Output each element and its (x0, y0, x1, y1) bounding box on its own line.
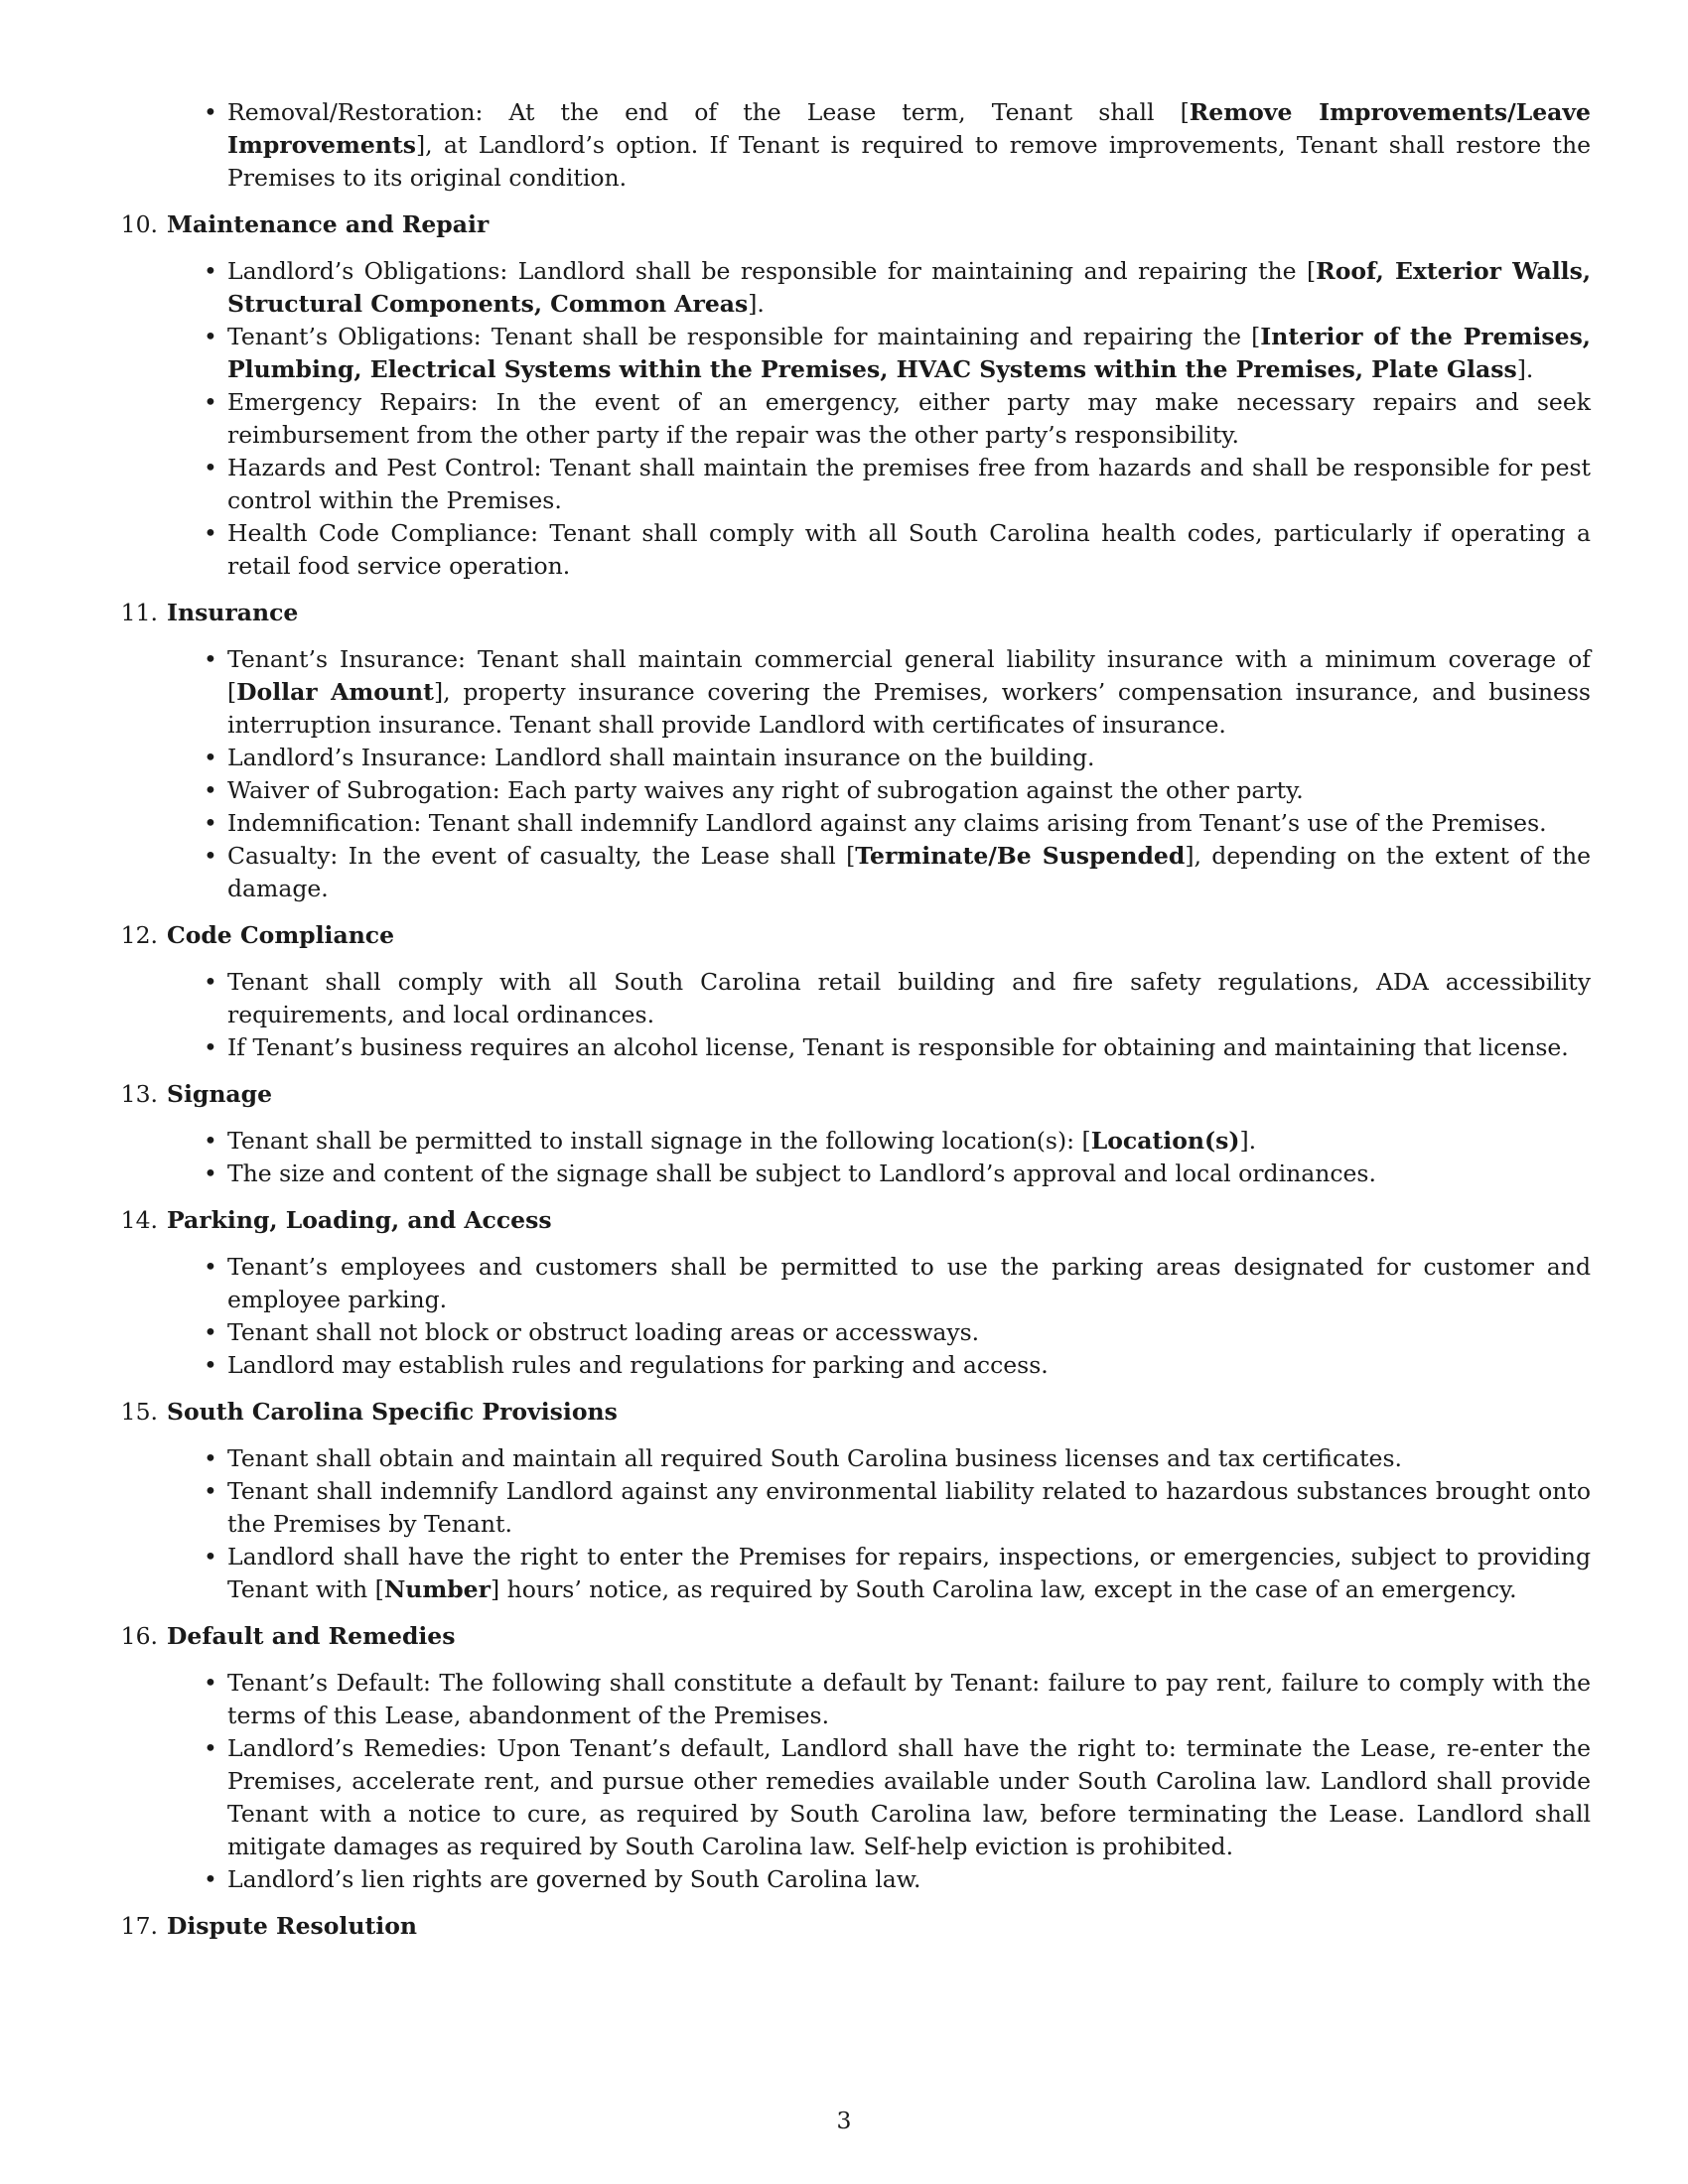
item-text: Health Code Compliance: Tenant shall comply with all South Carolina health codes, particularly if operating a retail food service operation. (227, 519, 1591, 580)
item-text: Tenant’s Default: The following shall constitute a default by Tenant: failure to pay rent, failure to comply with the terms of this Lease, abandonment of the Premises. (227, 1669, 1591, 1729)
section-heading (117, 208, 1591, 241)
section-heading (117, 1078, 1591, 1111)
item-text-tail: ] hours’ notice, as required by South Carolina law, except in the case of an emergency. (491, 1575, 1517, 1603)
list-item (227, 321, 1591, 386)
list-item (227, 452, 1591, 517)
list-item (227, 1667, 1591, 1732)
section (117, 1078, 1591, 1190)
item-text-tail: ], depending on the extent of the damage. (227, 842, 1592, 902)
section-title: Signage (167, 1080, 273, 1108)
section-bullet-list (117, 966, 1591, 1064)
item-text-tail: ], property insurance covering the Premises, workers’ compensation insurance, and business interruption insurance. Tenant shall provide Landlord with certificates of insurance. (227, 678, 1591, 739)
list-item (227, 1349, 1591, 1382)
section-bullet-list (117, 1667, 1591, 1896)
section-heading (117, 597, 1591, 629)
item-text: Landlord’s Insurance: Landlord shall maintain insurance on the building. (227, 744, 1095, 771)
item-text: Tenant shall be permitted to install signage in the following location(s): [ (227, 1127, 1091, 1155)
item-placeholder: Dollar Amount (236, 678, 434, 706)
list-item (227, 1541, 1591, 1606)
section-title: Maintenance and Repair (167, 210, 490, 238)
section-title: Insurance (167, 599, 299, 626)
item-text-tail: ]. (1239, 1127, 1257, 1155)
item-text: Landlord shall have the right to enter the Premises for repairs, inspections, or emergencies, subject to providing Tenant with [ (227, 1543, 1591, 1603)
item-text: Tenant shall obtain and maintain all required South Carolina business licenses and tax certificates. (227, 1444, 1402, 1472)
section-number: 12. (120, 921, 158, 949)
list-item (227, 1125, 1591, 1158)
section-number: 15. (120, 1398, 158, 1426)
list-item (227, 1158, 1591, 1190)
item-text: Removal/Restoration: At the end of the Lease term, Tenant shall [ (227, 98, 1190, 126)
section-title: Code Compliance (167, 921, 395, 949)
item-text: Landlord may establish rules and regulations for parking and access. (227, 1351, 1049, 1379)
list-item (227, 517, 1591, 583)
list-item (227, 1475, 1591, 1541)
item-text: Emergency Repairs: In the event of an emergency, either party may make necessary repairs and seek reimbursement from the other party if the repair was the other party’s responsibility. (227, 388, 1591, 449)
item-text: The size and content of the signage shall be subject to Landlord’s approval and local ordinances. (227, 1160, 1376, 1187)
item-text: Landlord’s lien rights are governed by South Carolina law. (227, 1865, 921, 1893)
section (117, 597, 1591, 905)
item-text-tail: ]. (748, 290, 765, 318)
item-text: Waiver of Subrogation: Each party waives any right of subrogation against the other party. (227, 776, 1304, 804)
item-text: Tenant shall comply with all South Carolina retail building and fire safety regulations, ADA accessibility requirements, and local ordinances. (227, 968, 1591, 1028)
section (117, 208, 1591, 583)
list-item (227, 1863, 1591, 1896)
lead-bullet-list (117, 96, 1591, 195)
section-number: 14. (120, 1206, 158, 1234)
item-placeholder: Location(s) (1090, 1127, 1240, 1155)
section (117, 919, 1591, 1064)
item-placeholder: Interior of the Premises, Plumbing, Electrical Systems within the Premises, HVAC Systems within the Premises, Plate Glass (227, 323, 1591, 383)
list-item (227, 1316, 1591, 1349)
item-placeholder: Terminate/Be Suspended (855, 842, 1186, 870)
item-placeholder: Number (383, 1575, 492, 1603)
list-item (227, 840, 1591, 905)
section-bullet-list (117, 1251, 1591, 1382)
list-item (227, 643, 1591, 742)
item-text: Tenant shall indemnify Landlord against any environmental liability related to hazardous substances brought onto the Premises by Tenant. (227, 1477, 1591, 1538)
section-bullet-list (117, 255, 1591, 583)
sections-container (117, 208, 1591, 1943)
section-heading (117, 1910, 1591, 1943)
list-item (227, 1251, 1591, 1316)
item-text: Indemnification: Tenant shall indemnify Landlord against any claims arising from Tenant’s use of the Premises. (227, 809, 1547, 837)
list-item (227, 1031, 1591, 1064)
item-text: Tenant’s employees and customers shall be permitted to use the parking areas designated for customer and employee parking. (227, 1253, 1591, 1313)
section (117, 1620, 1591, 1896)
item-text-tail: ]. (1516, 355, 1534, 383)
section-title: Dispute Resolution (167, 1912, 417, 1940)
section-number: 13. (120, 1080, 158, 1108)
section-number: 10. (120, 210, 158, 238)
page-content (117, 96, 1591, 1957)
section-title: Default and Remedies (167, 1622, 456, 1650)
item-text: Landlord’s Remedies: Upon Tenant’s default, Landlord shall have the right to: terminate the Lease, re-enter the Premises, accelerate rent, and pursue other remedies available under South Carolina law. Landlord shall provide Tenant with a notice to cure, as required by South Carolina law, before terminating the Lease. Landlord shall mitigate damages as required by South Carolina law. Self-help eviction is prohibited. (227, 1734, 1591, 1860)
item-placeholder: Roof, Exterior Walls, Structural Components, Common Areas (227, 257, 1591, 318)
section-heading (117, 1620, 1591, 1653)
list-item (227, 96, 1591, 195)
item-text: Casualty: In the event of casualty, the Lease shall [ (227, 842, 856, 870)
item-text: Tenant’s Obligations: Tenant shall be responsible for maintaining and repairing the [ (227, 323, 1261, 350)
section-heading (117, 1204, 1591, 1237)
section-number: 17. (120, 1912, 158, 1940)
item-text: If Tenant’s business requires an alcohol license, Tenant is responsible for obtaining and maintaining that license. (227, 1033, 1569, 1061)
section-heading (117, 919, 1591, 952)
section (117, 1910, 1591, 1943)
item-text: Tenant’s Insurance: Tenant shall maintain commercial general liability insurance with a minimum coverage of [ (227, 645, 1591, 706)
section (117, 1396, 1591, 1606)
item-placeholder: Remove Improvements/Leave Improvements (227, 98, 1592, 159)
section-bullet-list (117, 1442, 1591, 1606)
list-item (227, 966, 1591, 1031)
page-number: 3 (836, 2107, 852, 2134)
section-bullet-list (117, 643, 1591, 905)
list-item (227, 1732, 1591, 1863)
list-item (227, 774, 1591, 807)
section (117, 1204, 1591, 1382)
section-number: 16. (120, 1622, 158, 1650)
list-item (227, 386, 1591, 452)
item-text-tail: ], at Landlord’s option. If Tenant is required to remove improvements, Tenant shall restore the Premises to its original condition. (227, 131, 1591, 192)
item-text: Landlord’s Obligations: Landlord shall be responsible for maintaining and repairing the [ (227, 257, 1317, 285)
list-item (227, 1442, 1591, 1475)
section-bullet-list (117, 1125, 1591, 1190)
section-heading (117, 1396, 1591, 1429)
section-title: Parking, Loading, and Access (167, 1206, 552, 1234)
list-item (227, 807, 1591, 840)
list-item (227, 255, 1591, 321)
section-number: 11. (120, 599, 158, 626)
list-item (227, 742, 1591, 774)
item-text: Tenant shall not block or obstruct loading areas or accessways. (227, 1318, 980, 1346)
section-title: South Carolina Specific Provisions (167, 1398, 618, 1426)
item-text: Hazards and Pest Control: Tenant shall maintain the premises free from hazards and shall be responsible for pest control within the Premises. (227, 454, 1591, 514)
